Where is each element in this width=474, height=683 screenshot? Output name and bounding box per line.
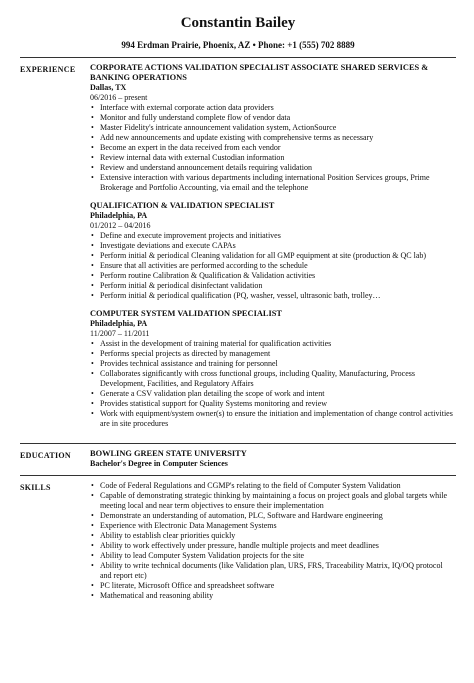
skills-list xyxy=(90,481,456,601)
experience-list xyxy=(90,63,456,437)
list-item: • Extensive interaction with various departments including international Position Services groups, Prime Brokerage and Portfolio Accounting, via email and the telephone xyxy=(100,173,456,193)
list-item: • Define and execute improvement projects and initiatives xyxy=(100,231,456,241)
list-item: • Provides statistical support for Quality Systems monitoring and review xyxy=(100,399,456,409)
job-location: Philadelphia, PA xyxy=(90,319,148,328)
list-item: • Review and understand announcement details requiring validation xyxy=(100,163,456,173)
job-title: QUALIFICATION & VALIDATION SPECIALIST xyxy=(90,201,275,210)
list-item: • Mathematical and reasoning ability xyxy=(100,591,456,601)
resume-header xyxy=(20,14,456,51)
candidate-name: Constantin Bailey xyxy=(180,15,296,31)
skills-section xyxy=(20,475,456,601)
list-item: • Monitor and fully understand complete flow of vendor data xyxy=(100,113,456,123)
job-title: CORPORATE ACTIONS VALIDATION SPECIALIST ASSOCIATE SHARED SERVICES & BANKING OPERATIONS xyxy=(90,63,429,82)
list-item: • Ability to establish clear priorities quickly xyxy=(100,531,456,541)
job-bullets xyxy=(90,103,456,193)
list-item: • Work with equipment/system owner(s) to ensure the initiation and implementation of change control activities are in site procedures xyxy=(100,409,456,429)
list-item: • Perform initial & periodical Cleaning validation for all GMP equipment at site (production & QC lab) xyxy=(100,251,456,261)
job-entry xyxy=(90,201,456,301)
section-label: EDUCATION xyxy=(20,451,72,460)
list-item: • Ability to write technical documents (like Validation plan, URS, FRS, Traceability Matrix, IQ/OQ protocol and report etc) xyxy=(100,561,456,581)
list-item: • Experience with Electronic Data Management Systems xyxy=(100,521,456,531)
list-item: • Interface with external corporate action data providers xyxy=(100,103,456,113)
job-dates: 11/2007 – 11/2011 xyxy=(90,329,150,338)
list-item: • Perform routine Calibration & Qualification & Validation activities xyxy=(100,271,456,281)
list-item: • Demonstrate an understanding of automation, PLC, Software and Hardware engineering xyxy=(100,511,456,521)
job-bullets xyxy=(90,339,456,429)
list-item: • Review internal data with external Custodian information xyxy=(100,153,456,163)
job-entry xyxy=(90,309,456,429)
list-item: • Ensure that all activities are performed according to the schedule xyxy=(100,261,456,271)
section-label: EXPERIENCE xyxy=(20,65,76,74)
list-item: • Ability to work effectively under pressure, handle multiple projects and meet deadlines xyxy=(100,541,456,551)
degree: Bachelor's Degree in Computer Sciences xyxy=(90,459,228,468)
list-item: • Performs special projects as directed by management xyxy=(100,349,456,359)
section-label: SKILLS xyxy=(20,483,51,492)
list-item: • Perform initial & periodical qualification (PQ, washer, vessel, ultrasonic bath, trolley… xyxy=(100,291,456,301)
list-item: • Provides technical assistance and training for personnel xyxy=(100,359,456,369)
list-item: • Ability to lead Computer System Validation projects for the site xyxy=(100,551,456,561)
list-item: • Perform initial & periodical disinfectant validation xyxy=(100,281,456,291)
school-name: BOWLING GREEN STATE UNIVERSITY xyxy=(90,449,247,458)
job-location: Dallas, TX xyxy=(90,83,127,92)
list-item: • Generate a CSV validation plan detailing the scope of work and intent xyxy=(100,389,456,399)
job-bullets xyxy=(90,231,456,301)
contact-line: 994 Erdman Prairie, Phoenix, AZ • Phone: +1 (555) 702 8889 xyxy=(121,40,355,50)
list-item: • Assist in the development of training material for qualification activities xyxy=(100,339,456,349)
list-item: • Code of Federal Regulations and CGMP's relating to the field of Computer System Validation xyxy=(100,481,456,491)
job-dates: 06/2016 – present xyxy=(90,93,148,102)
list-item: • Master Fidelity's intricate announcement validation system, ActionSource xyxy=(100,123,456,133)
list-item: • Capable of demonstrating strategic thinking by maintaining a focus on project goals and global targets while meeting local and near term objectives to ensure their implementation xyxy=(100,491,456,511)
education-section xyxy=(20,443,456,469)
list-item: • Collaborates significantly with cross functional groups, including Quality, Manufacturing, Process Development, Facilities, and Regulatory Affairs xyxy=(100,369,456,389)
job-dates: 01/2012 – 04/2016 xyxy=(90,221,151,230)
list-item: • Add new announcements and update existing with comprehensive terms as necessary xyxy=(100,133,456,143)
list-item: • PC literate, Microsoft Office and spreadsheet software xyxy=(100,581,456,591)
list-item: • Become an expert in the data received from each vendor xyxy=(100,143,456,153)
job-title: COMPUTER SYSTEM VALIDATION SPECIALIST xyxy=(90,309,282,318)
job-entry xyxy=(90,63,456,193)
job-location: Philadelphia, PA xyxy=(90,211,148,220)
list-item: • Investigate deviations and execute CAPAs xyxy=(100,241,456,251)
experience-section xyxy=(20,58,456,437)
